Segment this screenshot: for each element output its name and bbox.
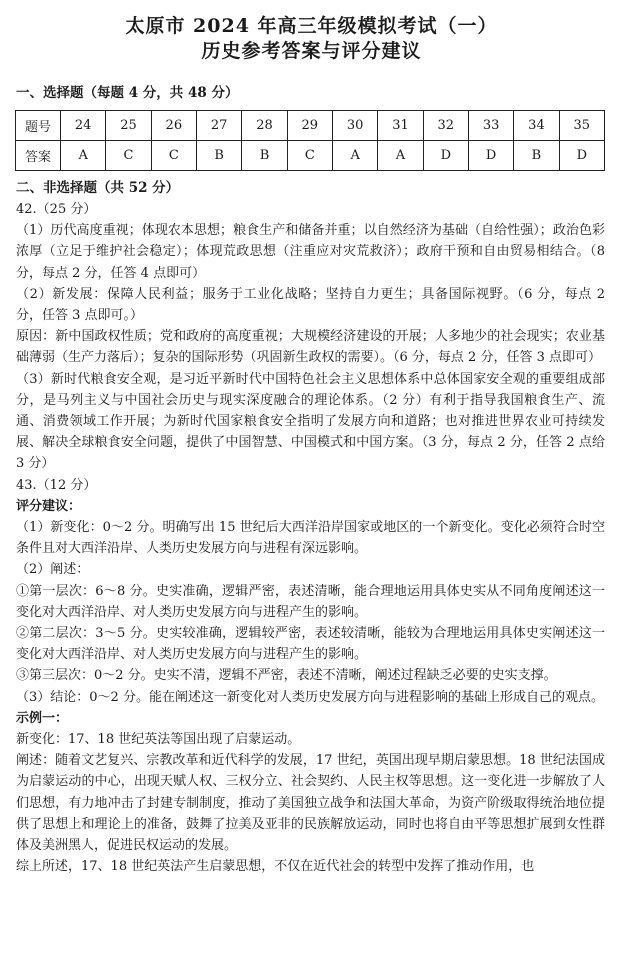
row-label-answer: 答案	[16, 141, 61, 171]
question-number-cell: 35	[559, 111, 604, 141]
paragraph: （3）新时代粮食安全观，是习近平新时代中国特色社会主义思想体系中总体国家安全观的重要组成部分，是马列主义与中国社会历史与现实深度融合的理论体系。（2 分）有利于指导我国粮食生产、流通、消费领域工作开展；为新时代国家粮食安全指明了发展方向和道路；也对推进世界农业可持续发展、解决全球粮食安全问题，提供了中国智慧、中国模式和中国方案。（3 分，每点 2 分，任答 2 点给 3 分）	[16, 371, 605, 472]
question-43-heading: 43.（12 分）	[16, 477, 97, 493]
question-number-cell: 30	[332, 111, 377, 141]
section-essay-heading: 二、非选择题（共 52 分）	[16, 180, 180, 196]
question-42-heading: 42.（25 分）	[16, 202, 97, 217]
scoring-advice-heading: 评分建议：	[16, 498, 82, 514]
answer-cell: A	[378, 141, 423, 171]
paragraph: （1）历代高度重视；体现农本思想；粮食生产和储备并重；以自然经济为基础（自给性强）；政治色彩浓厚（立足于维护社会稳定）；体现荒政思想（注重应对灾荒救济）；政府干预和自由贸易相结合。（8 分，每点 2 分，任答 4 点即可）	[16, 223, 605, 281]
question-number-cell: 31	[378, 111, 423, 141]
paragraph: （2）阐述：	[16, 562, 90, 578]
paragraph: ②第二层次：3～5 分。史实较准确，逻辑较严密，表述较清晰，能较为合理地运用具体史实阐述这一变化对大西洋沿岸、对人类历史发展方向与进程产生的影响。	[16, 626, 605, 663]
answer-cell: A	[61, 141, 106, 171]
question-number-cell: 29	[287, 111, 332, 141]
answer-table	[15, 110, 605, 171]
document-subtitle: 历史参考答案与评分建议	[201, 40, 422, 62]
question-number-row	[16, 111, 605, 141]
answer-cell: C	[106, 141, 151, 171]
paragraph: ①第一层次：6～8 分。史实准确，逻辑严密，表述清晰，能合理地运用具体史实从不同角度阐述这一变化对大西洋沿岸、对人类历史发展方向与进程产生的影响。	[16, 583, 605, 620]
answer-body	[16, 199, 605, 878]
paragraph: ③第三层次：0～2 分。史实不清，逻辑不严密，表述不清晰，阐述过程缺乏必要的史实支撑。	[16, 668, 557, 684]
answer-cell: B	[196, 141, 241, 171]
question-number-cell: 32	[423, 111, 468, 141]
question-number-cell: 33	[468, 111, 513, 141]
question-number-cell: 27	[196, 111, 241, 141]
question-number-cell: 24	[61, 111, 106, 141]
answer-cell: C	[151, 141, 196, 171]
paragraph: （3）结论：0～2 分。能在阐述这一新变化对人类历史发展方向与进程影响的基础上形成自己的观点。	[16, 689, 604, 705]
paragraph: （2）新发展：保障人民利益；服务于工业化战略；坚持自力更生；具备国际视野。（6 分，每点 2 分，任答 3 点即可。）	[16, 286, 605, 324]
answer-cell: B	[242, 141, 287, 171]
question-number-cell: 34	[514, 111, 559, 141]
answer-cell: B	[514, 141, 559, 171]
paragraph: 原因：新中国政权性质；党和政府的高度重视；大规模经济建设的开展；人多地少的社会现实；农业基础薄弱（生产力落后）；复杂的国际形势（巩固新生政权的需要）。（6 分，每点 2 分，任答 3 点即可）	[16, 329, 605, 366]
section-multiple-choice-heading: 一、选择题（每题 4 分，共 48 分）	[16, 85, 239, 101]
question-number-cell: 28	[242, 111, 287, 141]
paragraph: 综上所述，17、18 世纪英法产生启蒙思想，不仅在近代社会的转型中发挥了推动作用，也	[16, 859, 535, 875]
question-number-cell: 25	[106, 111, 151, 141]
answer-cell: A	[332, 141, 377, 171]
row-label-question: 题号	[16, 111, 61, 141]
answer-row	[16, 141, 605, 171]
question-number-cell: 26	[151, 111, 196, 141]
answer-cell: D	[559, 141, 604, 171]
paragraph: 阐述：随着文艺复兴、宗教改革和近代科学的发展，17 世纪，英国出现早期启蒙思想。18 世纪法国成为启蒙运动的中心，出现天赋人权、三权分立、社会契约、人民主权等思想。这一变化进一步解放了人们思想，有力地冲击了封建专制制度，推动了美国独立战争和法国大革命，为资产阶级取得统治地位提供了思想上和理论上的准备，鼓舞了拉美及亚非的民族解放运动，同时也将自由平等思想扩展到女性群体及美洲黑人，促进民权运动的发展。	[16, 753, 605, 854]
answer-cell: D	[423, 141, 468, 171]
answer-cell: C	[287, 141, 332, 171]
example-one-heading: 示例一：	[16, 710, 69, 726]
answer-cell: D	[468, 141, 513, 171]
paragraph: （1）新变化：0～2 分。明确写出 15 世纪后大西洋沿岸国家或地区的一个新变化。变化必须符合时空条件且对大西洋沿岸、人类历史发展方向与进程有深远影响。	[16, 520, 605, 557]
paragraph: 新变化：17、18 世纪英法等国出现了启蒙运动。	[16, 732, 301, 748]
document-title: 太原市 2024 年高三年级模拟考试（一）	[125, 15, 498, 37]
